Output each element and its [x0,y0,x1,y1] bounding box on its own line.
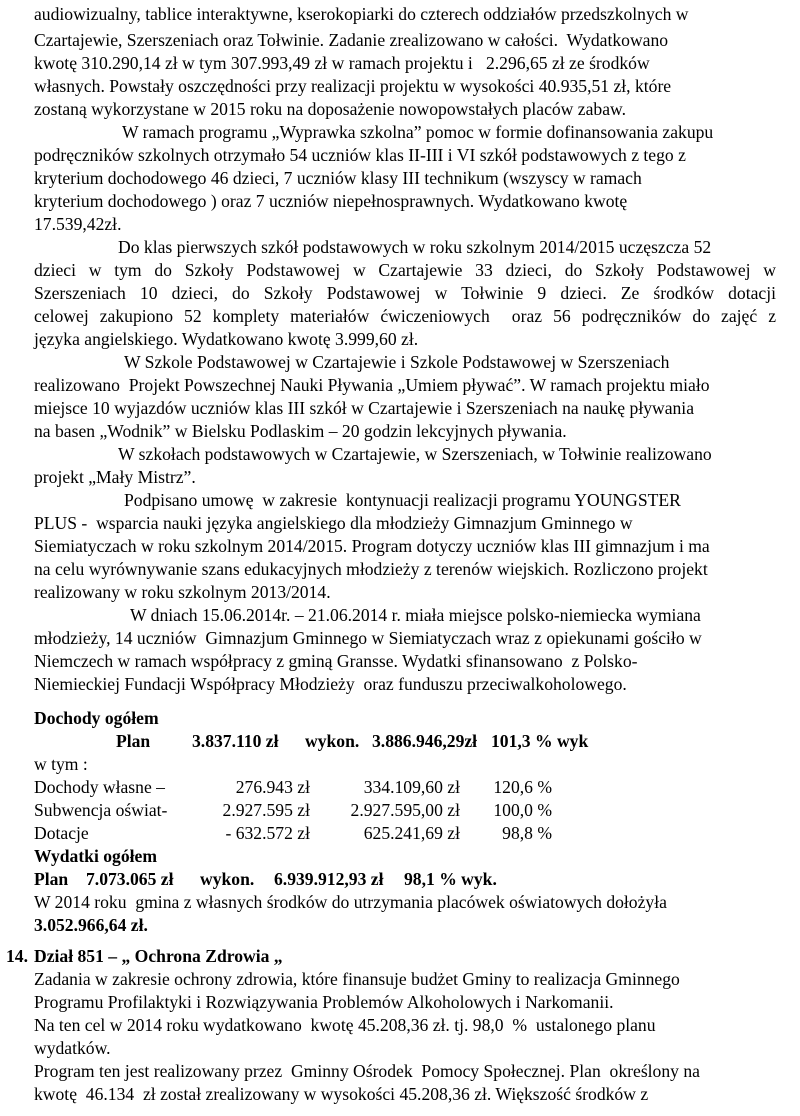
text-line: W Szkole Podstawowej w Czartajewie i Szkole Podstawowej w Szerszeniach [124,352,670,372]
income-row-plan: 2.927.595 zł [222,800,310,820]
text-line: W szkołach podstawowych w Czartajewie, w Szerszeniach, w Tołwinie realizowano [118,444,712,464]
income-row-label: Dotacje [34,823,89,843]
text-line: własnych. Powstały oszczędności przy realizacji projektu w wysokości 40.935,51 zł, które [34,76,672,96]
text-line: realizowany w roku szkolnym 2013/2014. [34,582,331,602]
text-line: PLUS - wsparcia nauki języka angielskiego dla młodzieży Gimnazjum Gminnego w [34,513,633,533]
text-line: dzieci w tym do Szkoły Podstawowej w Czartajewie 33 dzieci, do Szkoły Podstawowej w [34,260,776,280]
text-line: podręczników szkolnych otrzymało 54 uczniów klas II-III i VI szkół podstawowych z tego z [34,145,686,165]
text-line: Czartajewie, Szerszeniach oraz Tołwinie. Zadanie zrealizowano w całości. Wydatkowano [34,30,669,50]
expenses-exec-value: 6.939.912,93 zł [274,869,384,889]
text-line: Szerszeniach 10 dzieci, do Szkoły Podstawowej w Tołwinie 9 dzieci. Ze środków dotacji [34,283,776,303]
text-line: miejsce 10 wyjazdów uczniów klas III szkół w Czartajewie i Szerszeniach na naukę pływania [34,398,695,418]
income-row-plan: 276.943 zł [235,777,310,797]
text-line: kwotę 310.290,14 zł w tym 307.993,49 zł w ramach projektu i 2.296,65 zł ze środków [34,53,650,73]
income-row-exec: 625.241,69 zł [363,823,460,843]
income-pct: 101,3 % wyk [491,731,589,751]
expenses-exec-label: wykon. [200,869,255,889]
text-line: Niemczech w ramach współpracy z gminą Gransse. Wydatki sfinansowano z Polsko- [34,651,638,671]
text-line: na celu wyrównywanie szans edukacyjnych młodzieży z terenów wiejskich. Rozliczono projekt [34,559,708,579]
income-exec-label: wykon. [305,731,360,751]
expenses-note-amount: 3.052.966,64 zł. [34,915,148,935]
income-plan-label: Plan [116,731,151,751]
expenses-plan-label: Plan [34,869,69,889]
income-row-pct: 100,0 % [493,800,552,820]
text-line: W ramach programu „Wyprawka szkolna” pomoc w formie dofinansowania zakupu [122,122,714,142]
income-row-plan: - 632.572 zł [225,823,310,843]
income-plan-value: 3.837.110 zł [192,731,279,751]
expenses-pct: 98,1 % wyk. [404,869,497,889]
text-line: Program ten jest realizowany przez Gminny Ośrodek Pomocy Społecznej. Plan określony na [34,1061,700,1081]
text-line: młodzieży, 14 uczniów Gimnazjum Gminnego w Siemiatyczach wraz z opiekunami gościło w [34,628,702,648]
expenses-note: W 2014 roku gmina z własnych środków do utrzymania placówek oświatowych dołożyła [34,892,667,912]
income-row-pct: 120,6 % [493,777,552,797]
text-line: Niemieckiej Fundacji Współpracy Młodzieży oraz funduszu przeciwalkoholowego. [34,674,627,694]
text-line: W dniach 15.06.2014r. – 21.06.2014 r. miała miejsce polsko-niemiecka wymiana [130,605,701,625]
income-row-pct: 98,8 % [502,823,552,843]
income-heading: Dochody ogółem [34,708,159,728]
income-row-label: Dochody własne – [34,777,165,797]
income-row-exec: 2.927.595,00 zł [350,800,460,820]
text-line: zostaną wykorzystane w 2015 roku na doposażenie nowopowstałych placów zabaw. [34,99,626,119]
text-line: wydatków. [34,1038,111,1058]
text-line: audiowizualny, tablice interaktywne, kserokopiarki do czterech oddziałów przedszkolnych w [34,4,689,24]
expenses-heading: Wydatki ogółem [34,846,157,866]
income-exec-value: 3.886.946,29zł [372,731,478,751]
text-line: języka angielskiego. Wydatkowano kwotę 3.999,60 zł. [34,329,419,349]
text-line: Programu Profilaktyki i Rozwiązywania Problemów Alkoholowych i Narkomanii. [34,992,614,1012]
income-row-exec: 334.109,60 zł [363,777,460,797]
section-number: 14. [6,946,28,966]
text-line: kryterium dochodowego 46 dzieci, 7 uczniów klasy III technikum (wszyscy w ramach [34,168,642,188]
text-line: 17.539,42zł. [34,214,122,234]
expenses-plan-value: 7.073.065 zł [86,869,174,889]
text-line: projekt „Mały Mistrz”. [34,467,196,487]
text-line: Siemiatyczach w roku szkolnym 2014/2015. Program dotyczy uczniów klas III gimnazjum i ma [34,536,710,556]
text-line: na basen „Wodnik” w Bielsku Podlaskim – 20 godzin lekcyjnych pływania. [34,421,567,441]
text-line: kwotę 46.134 zł został zrealizowany w wysokości 45.208,36 zł. Większość środków z [34,1084,649,1104]
income-row-label: Subwencja oświat- [34,800,168,820]
text-line: Zadania w zakresie ochrony zdrowia, które finansuje budżet Gminy to realizacja Gminnego [34,969,680,989]
income-sub-heading: w tym : [34,754,88,774]
text-line: Podpisano umowę w zakresie kontynuacji realizacji programu YOUNGSTER [124,490,681,510]
text-line: Do klas pierwszych szkół podstawowych w roku szkolnym 2014/2015 uczęszcza 52 [118,237,712,257]
text-line: celowej zakupiono 52 komplety materiałów ćwiczeniowych oraz 56 podręczników do zajęć z [34,306,776,326]
text-line: Na ten cel w 2014 roku wydatkowano kwotę 45.208,36 zł. tj. 98,0 % ustalonego planu [34,1015,656,1035]
section-title: Dział 851 – „ Ochrona Zdrowia „ [34,946,283,966]
text-line: kryterium dochodowego ) oraz 7 uczniów niepełnosprawnych. Wydatkowano kwotę [34,191,628,211]
text-line: realizowano Projekt Powszechnej Nauki Pływania „Umiem pływać”. W ramach projektu miało [34,375,710,395]
